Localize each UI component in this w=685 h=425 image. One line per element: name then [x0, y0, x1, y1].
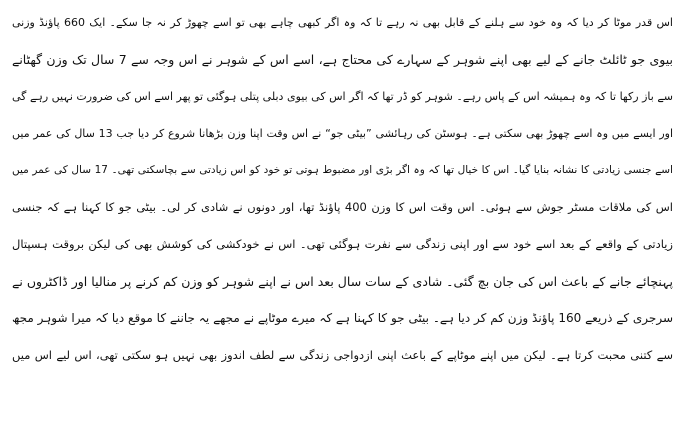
article-line-3: سے باز رکھا تا کہ وہ ہمیشہ اس کے پاس رہے۔ شوہر کو ڈر تھا کہ اگر اس کی بیوی دبلی پتلی ہوگئی تو پھر اسے اس کی ضرورت نہیں رہے گی [12, 90, 673, 103]
article-line-6: اس کی ملاقات مسٹر جوش سے ہوئی۔ اس وقت اس کا وزن 400 پاؤنڈ تھا، اور دونوں نے شادی کر لی۔ بیٹی جو کا کہنا ہے کہ جنسی [12, 200, 673, 214]
article-line-1: اس قدر موٹا کر دیا کہ وہ خود سے ہلنے کے قابل بھی نہ رہے تا کہ وہ اگر کبھی چاہے بھی تو اسے چھوڑ کر نہ جا سکے۔ ایک 660 پاؤنڈ وزنی [12, 16, 673, 29]
article-line-10: سے کتنی محبت کرتا ہے۔ لیکن میں اپنے موٹاپے کے باعث اپنی ازدواجی زندگی سے لطف اندوز بھی نہیں ہو سکتی تھی، اس لیے اس میں [12, 348, 673, 362]
article-line-8: پہنچائے جانے کے باعث اس کی جان بچ گئی۔ شادی کے سات سال بعد اس نے اپنے شوہر کو وزن کم کرنے پر منالیا اور ڈاکٹروں نے [12, 274, 673, 289]
article-body [12, 4, 673, 374]
article-line-4: اور ایسے میں وہ اسے چھوڑ بھی سکتی ہے۔ ہوسٹن کی رہائشی ”بیٹی جو“ نے اس وقت اپنا وزن بڑھانا شروع کر دیا جب 13 سال کی عمر میں [12, 127, 673, 140]
article-line-7: زیادتی کے واقعے کے بعد اسے خود سے اور اپنی زندگی سے نفرت ہوگئی تھی۔ اس نے خودکشی کی کوشش بھی کی لیکن بروقت ہسپتال [12, 237, 673, 251]
article-line-9: سرجری کے ذریعے 160 پاؤنڈ وزن کم کر دیا ہے۔ بیٹی جو کا کہنا ہے کہ میرے موٹاپے نے مجھے یہ جاننے کا موقع دیا کہ میرا شوہر مجھ [12, 311, 673, 325]
article-line-5: اسے جنسی زیادتی کا نشانہ بنایا گیا۔ اس کا خیال تھا کہ وہ اگر بڑی اور مضبوط ہوتی تو خود کو اس زیادتی سے بچاسکتی تھی۔ 17 سال کی عمر میں [12, 164, 673, 176]
article-line-2: بیوی جو ٹائلٹ جانے کے لیے بھی اپنے شوہر کے سہارے کی محتاج ہے، اسے اس کے شوہر نے اس وجہ سے 7 سال تک وزن گھٹانے [12, 52, 673, 67]
